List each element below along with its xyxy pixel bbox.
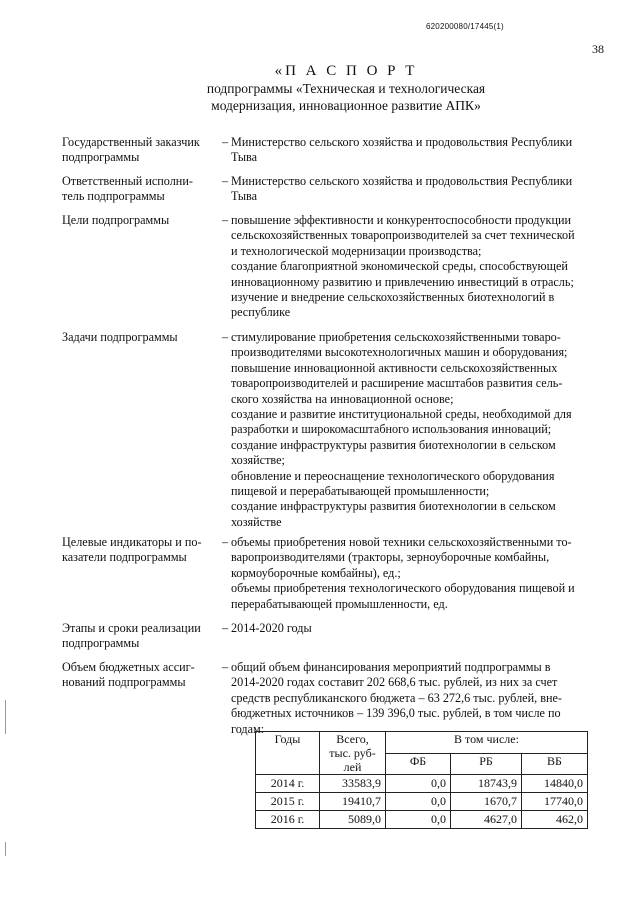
label-line: Целевые индикаторы и по- bbox=[62, 535, 202, 549]
header-years: Годы bbox=[256, 732, 320, 775]
value-line: средств республиканского бюджета – 63 272,6 тыс. рублей, вне- bbox=[231, 690, 562, 705]
value-line: общий объем финансирования мероприятий подпрограммы в bbox=[231, 660, 551, 674]
value-line: ского хозяйства на инновационной основе; bbox=[231, 391, 454, 406]
value-line: хозяйстве bbox=[231, 514, 282, 529]
value-line: инновационному развитию и привлечению инвестиций в отрасль; bbox=[231, 274, 574, 289]
cell-rb: 4627,0 bbox=[451, 811, 522, 829]
table-row bbox=[256, 775, 588, 793]
funding-table bbox=[255, 731, 588, 829]
value-line: варопроизводителями (тракторы, зерноуборочные комбайны, bbox=[231, 550, 550, 565]
row-value bbox=[231, 174, 602, 205]
value-line: создание инфраструктуры развития биотехнологии в сельском bbox=[231, 437, 556, 452]
value-line: республике bbox=[231, 305, 291, 320]
label-line: подпрограммы bbox=[62, 636, 140, 651]
value-line: пищевой и перерабатывающей промышленности; bbox=[231, 484, 490, 499]
dash: – bbox=[222, 135, 229, 149]
value-line: повышение инновационной активности сельскохозяйственных bbox=[231, 360, 558, 375]
cell-rb: 18743,9 bbox=[451, 775, 522, 793]
value-line: Министерство сельского хозяйства и продовольствия Республики bbox=[231, 135, 573, 149]
value-line: создание инфраструктуры развития биотехнологии в сельском bbox=[231, 499, 556, 514]
value-line: производителями высокотехнологичных машин и оборудования; bbox=[231, 345, 568, 360]
cell-vb: 17740,0 bbox=[522, 793, 588, 811]
row-value bbox=[231, 535, 602, 612]
label-line: Этапы и сроки реализации bbox=[62, 621, 201, 635]
dash: – bbox=[222, 174, 229, 188]
dash: – bbox=[222, 660, 229, 674]
row-label bbox=[62, 330, 220, 345]
value-line: повышение эффективности и конкурентоспособности продукции bbox=[231, 213, 572, 227]
header-total bbox=[320, 732, 386, 775]
value-line: Министерство сельского хозяйства и продовольствия Республики bbox=[231, 174, 573, 188]
value-line: и технологической модернизации производства; bbox=[231, 243, 482, 258]
row-label bbox=[62, 660, 220, 691]
title-main: «П А С П О Р Т bbox=[274, 63, 418, 79]
cell-vb: 462,0 bbox=[522, 811, 588, 829]
value-line: бюджетных источников – 139 396,0 тыс. рублей, в том числе по bbox=[231, 706, 561, 721]
header-fb: ФБ bbox=[386, 753, 451, 775]
dash: – bbox=[222, 535, 229, 549]
value-line: хозяйстве; bbox=[231, 453, 285, 468]
value-line: стимулирование приобретения сельскохозяйственными товаро- bbox=[231, 330, 561, 344]
cell-total: 5089,0 bbox=[320, 811, 386, 829]
header-total-line: лей bbox=[343, 760, 362, 774]
header-total-line: тыс. руб- bbox=[329, 746, 376, 760]
cell-year: 2016 г. bbox=[256, 811, 320, 829]
label-line: Объем бюджетных ассиг- bbox=[62, 660, 195, 674]
row-value bbox=[231, 621, 602, 636]
value-line: 2014-2020 годы bbox=[231, 621, 312, 635]
header-including: В том числе: bbox=[386, 732, 588, 754]
label-line: Ответственный исполни- bbox=[62, 174, 193, 188]
label-line: тель подпрограммы bbox=[62, 189, 165, 204]
passport-title bbox=[0, 63, 640, 114]
value-line: объемы приобретения технологического оборудования пищевой и bbox=[231, 581, 575, 596]
value-line: товаропроизводителей и расширение масштабов развития сель- bbox=[231, 376, 563, 391]
scan-margin-mark bbox=[5, 700, 6, 734]
row-value bbox=[231, 135, 602, 166]
label-line: Задачи подпрограммы bbox=[62, 330, 178, 344]
row-value bbox=[231, 660, 602, 737]
value-line: изучение и внедрение сельскохозяйственных биотехнологий в bbox=[231, 290, 555, 305]
value-line: разработки и широкомасштабного использования инноваций; bbox=[231, 422, 552, 437]
value-line: Тыва bbox=[231, 189, 258, 204]
row-value bbox=[231, 213, 602, 321]
label-line: нований подпрограммы bbox=[62, 675, 186, 690]
cell-fb: 0,0 bbox=[386, 775, 451, 793]
cell-fb: 0,0 bbox=[386, 811, 451, 829]
row-label bbox=[62, 174, 220, 205]
label-line: Цели подпрограммы bbox=[62, 213, 170, 227]
table-row bbox=[256, 811, 588, 829]
cell-vb: 14840,0 bbox=[522, 775, 588, 793]
cell-year: 2015 г. bbox=[256, 793, 320, 811]
row-label bbox=[62, 135, 220, 166]
cell-fb: 0,0 bbox=[386, 793, 451, 811]
title-line-2: модернизация, инновационное развитие АПК» bbox=[211, 98, 481, 113]
row-label bbox=[62, 621, 220, 652]
header-total-line: Всего, bbox=[336, 732, 369, 746]
value-line: 2014-2020 годах составит 202 668,6 тыс. рублей, из них за счет bbox=[231, 675, 558, 690]
value-line: сельскохозяйственных товаропроизводителей за счет технической bbox=[231, 228, 575, 243]
value-line: годам: bbox=[231, 721, 265, 736]
dash: – bbox=[222, 621, 229, 635]
table-row bbox=[256, 793, 588, 811]
label-line: казатели подпрограммы bbox=[62, 550, 187, 565]
dash: – bbox=[222, 330, 229, 344]
header-vb: ВБ bbox=[522, 753, 588, 775]
header-rb: РБ bbox=[451, 753, 522, 775]
scan-margin-mark bbox=[5, 842, 6, 856]
row-label bbox=[62, 213, 220, 228]
title-line-1: подпрограммы «Техническая и технологическая bbox=[206, 81, 486, 96]
cell-year: 2014 г. bbox=[256, 775, 320, 793]
label-line: подпрограммы bbox=[62, 150, 140, 165]
table-header-row bbox=[256, 732, 588, 754]
value-line: объемы приобретения новой техники сельскохозяйственными то- bbox=[231, 535, 572, 549]
value-line: создание благоприятной экономической среды, способствующей bbox=[231, 259, 568, 274]
cell-total: 33583,9 bbox=[320, 775, 386, 793]
cell-total: 19410,7 bbox=[320, 793, 386, 811]
dash: – bbox=[222, 213, 229, 227]
row-label bbox=[62, 535, 220, 566]
value-line: создание и развитие институциональной среды, необходимой для bbox=[231, 407, 572, 422]
page-number: 38 bbox=[592, 42, 604, 56]
document-code: 620200080/17445(1) bbox=[426, 22, 504, 31]
label-line: Государственный заказчик bbox=[62, 135, 200, 149]
value-line: Тыва bbox=[231, 150, 258, 165]
cell-rb: 1670,7 bbox=[451, 793, 522, 811]
value-line: кормоуборочные комбайны), ед.; bbox=[231, 565, 401, 580]
value-line: обновление и переоснащение технологического оборудования bbox=[231, 468, 555, 483]
value-line: перерабатывающей промышленности, ед. bbox=[231, 596, 448, 611]
row-value bbox=[231, 330, 602, 530]
